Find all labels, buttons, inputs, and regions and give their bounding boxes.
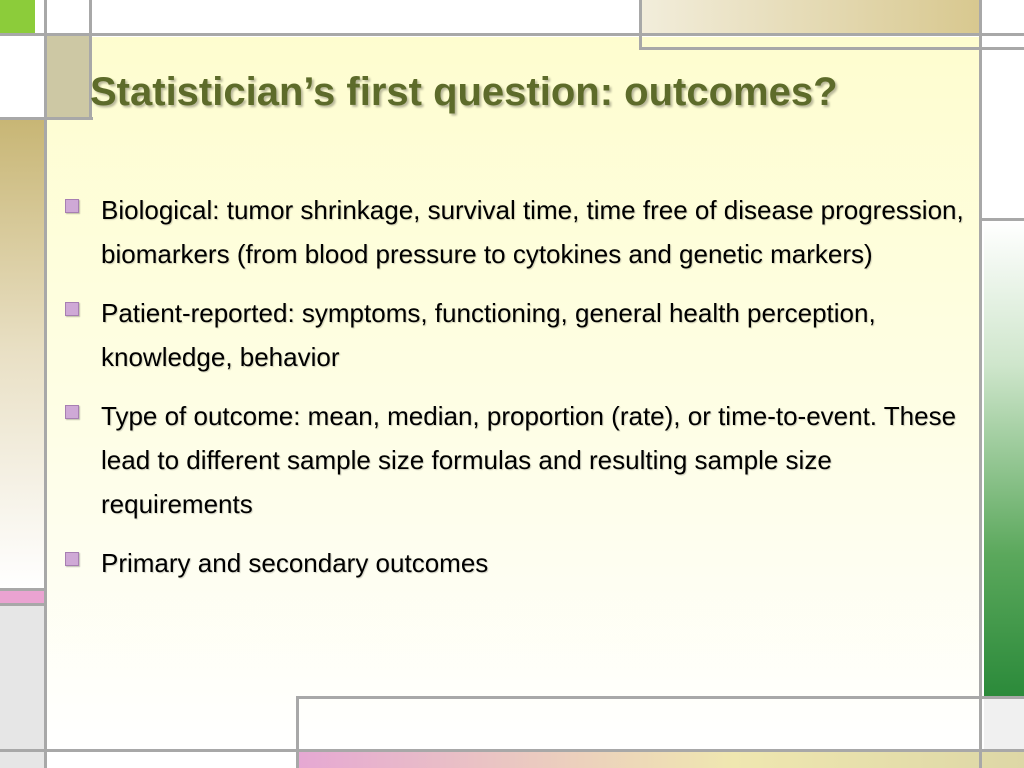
grid-line-bottom-divider [296,696,299,768]
grid-line-top-right [640,47,1024,50]
decor-tan-left-block [0,120,45,588]
bullet-item [62,291,967,379]
decor-title-square [47,33,91,118]
bullet-list [62,188,967,600]
decor-gray-left-block [0,604,45,768]
bullet-item [62,188,967,276]
grid-line-left [44,0,47,768]
grid-line-left-pink [0,603,47,606]
bullet-text: Type of outcome: mean, median, proportion (rate), or time-to-event. These lead to different sample size formulas and resulting sample size requirements [101,401,957,519]
slide-title: Statistician’s first question: outcomes? [90,70,838,114]
square-bullet-icon [65,552,79,566]
grid-line-left-lower [0,588,47,591]
square-bullet-icon [65,405,79,419]
decor-tan-top-right-block [642,0,980,33]
bullet-text: Primary and secondary outcomes [101,548,489,578]
grid-line-top [0,33,1024,36]
grid-line-bottom [0,749,1024,752]
bullet-text: Biological: tumor shrinkage, survival time, time free of disease progression, biomarkers (from blood pressure to cytokines and genetic markers) [101,195,964,269]
decor-green-block [0,0,35,33]
grid-line-right-upper [980,218,1024,221]
bullet-item [62,394,967,526]
bullet-text: Patient-reported: symptoms, functioning, general health perception, knowledge, behavior [101,298,876,372]
decor-green-right-block [984,222,1024,697]
decor-bottom-gradient-strip [298,751,1024,768]
square-bullet-icon [65,199,79,213]
grid-line-bottom-right [298,696,1024,699]
grid-line-right [979,0,982,768]
square-bullet-icon [65,302,79,316]
bullet-item [62,541,967,585]
grid-line-top-divider [639,0,642,50]
